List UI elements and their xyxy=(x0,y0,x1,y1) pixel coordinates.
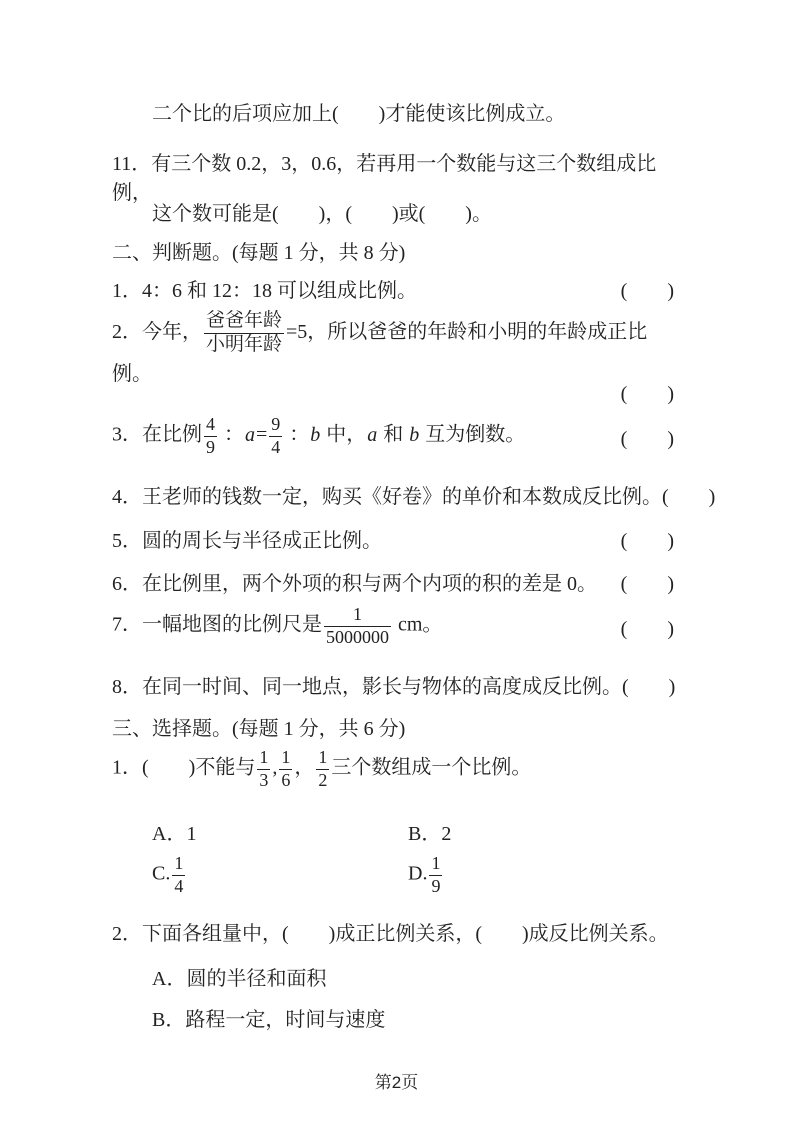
s2-question-2-answer xyxy=(112,377,674,406)
fraction-numerator: 1 xyxy=(318,747,328,767)
question-text: 7．一幅地图的比例尺是 xyxy=(112,613,322,636)
question-text xyxy=(112,604,442,648)
fraction xyxy=(324,604,391,648)
question-text: 6．在比例里，两个外项的积与两个内项的积的差是 0。 xyxy=(112,573,597,595)
fraction-numerator: 1 xyxy=(353,604,362,624)
question-text: = xyxy=(256,423,268,446)
question-text: 8．在同一时间、同一地点，影长与物体的高度成反比例。 xyxy=(112,676,622,698)
fraction-denominator: 9 xyxy=(431,875,441,896)
s2-question-2 xyxy=(112,310,674,386)
question-text: ， xyxy=(294,756,315,779)
fraction-numerator: 1 xyxy=(281,747,291,767)
answer-blank: ( ) xyxy=(620,280,674,302)
fraction-numerator: 9 xyxy=(271,414,281,434)
option-b: B．2 xyxy=(408,823,452,845)
question-text: 5．圆的周长与半径成正比例。 xyxy=(112,530,382,552)
answer-blank: ( ) xyxy=(622,676,676,698)
s2-question-5 xyxy=(112,524,674,553)
question-text: 11．有三个数 0.2，3，0.6，若再用一个数能与这三个数组成比例， xyxy=(112,153,657,204)
fraction-denominator: 3 xyxy=(259,769,269,790)
s3-question-1 xyxy=(112,747,674,791)
section-2-header xyxy=(112,236,674,265)
s2-question-7 xyxy=(112,604,674,648)
fraction-numerator: 1 xyxy=(259,747,269,767)
question-text: 2．下面各组量中，( )成正比例关系，( )成反比例关系。 xyxy=(112,923,669,945)
fraction xyxy=(316,747,329,791)
option-a: A．圆的半径和面积 xyxy=(152,968,327,990)
fraction xyxy=(429,853,442,897)
option-label: D. xyxy=(408,862,428,885)
question-text: 互为倒数。 xyxy=(420,423,526,446)
question-text: 4．王老师的钱数一定，购买《好卷》的单价和本数成反比例。 xyxy=(112,486,662,508)
math-variable: b xyxy=(310,423,321,446)
fraction-denominator: 2 xyxy=(318,769,328,790)
question-text: 中， xyxy=(321,423,367,446)
fraction-numerator: 爸爸年龄 xyxy=(206,310,283,331)
question-text: 3．在比例 xyxy=(112,423,202,446)
fraction-denominator: 4 xyxy=(271,436,281,457)
fraction xyxy=(204,310,284,357)
fraction-denominator: 9 xyxy=(206,436,215,457)
s3-question-2 xyxy=(112,917,674,946)
fraction-numerator: 1 xyxy=(174,853,184,873)
fraction-denominator: 5000000 xyxy=(326,626,389,647)
s2-question-1 xyxy=(112,274,674,303)
section-title: 二、判断题。(每题 1 分，共 8 分) xyxy=(112,242,406,264)
s2-question-6 xyxy=(112,567,674,596)
s2-question-4 xyxy=(112,480,716,509)
question-text: 这个数可能是( )，( )或( )。 xyxy=(152,203,492,225)
option-d xyxy=(408,853,444,897)
page-number xyxy=(0,1068,793,1093)
option-b: B．路程一定，时间与速度 xyxy=(152,1009,386,1031)
option-label: C. xyxy=(152,862,171,885)
answer-blank: ( ) xyxy=(620,383,674,405)
question-text: ： xyxy=(219,423,244,446)
s3-q1-options-ab xyxy=(152,817,674,846)
s3-q2-option-b xyxy=(152,1003,674,1032)
option-c xyxy=(152,853,408,897)
question-text xyxy=(112,414,525,458)
s2-question-3 xyxy=(112,414,674,458)
question-text: 二个比的后项应加上( )才能使该比例成立。 xyxy=(152,103,566,125)
question-10-continuation xyxy=(152,97,674,126)
answer-blank: ( ) xyxy=(620,427,674,450)
fraction-denominator: 4 xyxy=(174,875,184,896)
question-text: 1．4：6 和 12：18 可以组成比例。 xyxy=(112,280,417,302)
answer-blank: ( ) xyxy=(620,530,674,552)
question-text: 和 xyxy=(378,423,409,446)
answer-blank: ( ) xyxy=(662,486,716,508)
fraction xyxy=(279,747,292,791)
s2-question-8 xyxy=(112,670,674,699)
fraction xyxy=(257,747,270,791)
section-3-header xyxy=(112,712,674,741)
answer-blank: ( ) xyxy=(620,617,674,640)
question-text: =5，所以爸爸的年龄和小明的年龄成正比例。 xyxy=(112,320,648,385)
option-a: A．1 xyxy=(152,823,197,845)
question-text: , xyxy=(272,756,278,779)
fraction-denominator: 6 xyxy=(281,769,291,790)
question-text: cm。 xyxy=(393,613,443,636)
question-11-line2 xyxy=(152,197,674,226)
fraction xyxy=(204,414,217,458)
s3-q2-option-a xyxy=(152,962,674,991)
math-variable: b xyxy=(409,423,420,446)
answer-blank: ( ) xyxy=(620,573,674,595)
math-variable: a xyxy=(245,423,255,446)
question-text: 1．( )不能与 xyxy=(112,756,256,779)
section-title: 三、选择题。(每题 1 分，共 6 分) xyxy=(112,718,406,740)
fraction xyxy=(269,414,282,458)
question-text: 2．今年， xyxy=(112,320,202,343)
fraction-numerator: 1 xyxy=(431,853,441,873)
question-text: ： xyxy=(284,423,310,446)
fraction xyxy=(172,853,185,897)
question-text: 三个数组成一个比例。 xyxy=(331,756,532,779)
fraction-denominator: 小明年龄 xyxy=(206,333,283,355)
math-variable: a xyxy=(367,423,378,446)
page-number-text: 第2页 xyxy=(374,1073,419,1092)
s3-q1-options-cd xyxy=(152,853,674,897)
fraction-numerator: 4 xyxy=(206,414,215,434)
